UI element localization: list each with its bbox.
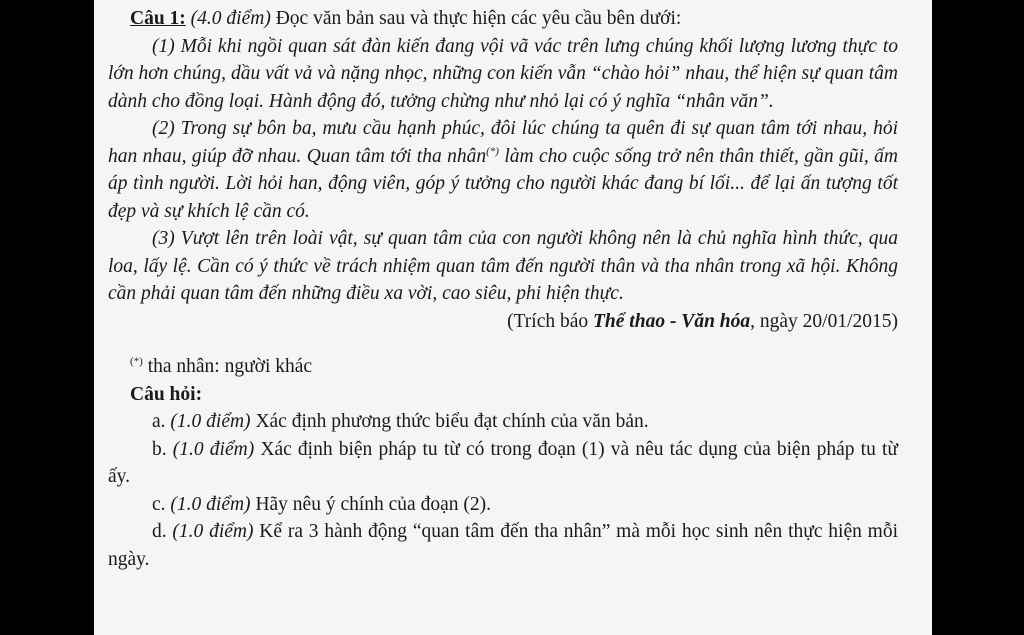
question-b-points: (1.0 điểm) <box>172 438 255 460</box>
footnote <box>108 353 898 381</box>
question-instruction: Đọc văn bản sau và thực hiện các yêu cầu bên dưới: <box>270 8 682 29</box>
question-item-c <box>108 491 898 519</box>
spacer <box>108 335 898 353</box>
source-suffix: , ngày 20/01/2015) <box>750 310 898 332</box>
question-a-letter: a. <box>152 411 171 432</box>
document-content <box>108 5 898 573</box>
question-d-letter: d. <box>152 521 173 542</box>
passage-paragraph-2-part-b: làm cho cuộc sống trở nên thân thiết, gần gũi, ấm áp tình người. Lời hỏi han, động viên, góp ý tưởng cho người khác đang bí lối... để lại ấn tượng tốt đẹp và sự khích lệ cần có. <box>108 145 898 222</box>
question-item-b <box>108 436 898 491</box>
source-title: Thể thao - Văn hóa <box>593 310 751 332</box>
question-a-text: Xác định phương thức biểu đạt chính của văn bản. <box>250 411 649 432</box>
questions-heading: Câu hỏi: <box>130 383 203 405</box>
question-d-text: Kể ra 3 hành động “quan tâm đến tha nhân” mà mỗi học sinh nên thực hiện mỗi ngày. <box>108 521 898 570</box>
question-c-points: (1.0 điểm) <box>170 493 251 515</box>
source-citation <box>108 308 898 336</box>
document-page <box>94 0 932 635</box>
question-c-text: Hãy nêu ý chính của đoạn (2). <box>250 493 491 515</box>
source-prefix: (Trích báo <box>507 310 594 332</box>
footnote-marker: (*) <box>486 145 499 157</box>
question-d-points: (1.0 điểm) <box>172 521 254 542</box>
question-label: Câu 1: <box>130 8 186 29</box>
passage-paragraph-1: (1) Mỗi khi ngồi quan sát đàn kiến đang vội vã vác trên lưng chúng khối lượng lương thực to lớn hơn chúng, dầu vất vả và nặng nhọc, những con kiến vẫn “chào hỏi” nhau, thể hiện sự quan tâm dành cho đồng loại. Hành động đó, tưởng chừng như nhỏ lại có ý nghĩa “nhân văn”. <box>108 35 898 112</box>
passage-paragraph-2-part-a: (2) Trong sự bôn ba, mưu cầu hạnh phúc, đôi lúc chúng ta quên đi sự quan tâm tới nhau, hỏi han nhau, giúp đỡ nhau. Quan tâm tới tha nhân <box>108 118 898 167</box>
question-header <box>108 5 898 33</box>
footnote-text: tha nhân: người khác <box>142 356 313 377</box>
question-b-letter: b. <box>152 438 173 460</box>
question-item-d <box>108 518 898 573</box>
question-a-points: (1.0 điểm) <box>170 411 251 432</box>
passage-paragraph-3: (3) Vượt lên trên loài vật, sự quan tâm của con người không nên là chủ nghĩa hình thức, qua loa, lấy lệ. Cần có ý thức về trách nhiệm quan tâm đến người thân và tha nhân trong xã hội. Không cần phải quan tâm đến những điều xa vời, cao siêu, phi hiện thực. <box>108 228 898 304</box>
question-points: (4.0 điểm) <box>190 8 271 29</box>
passage-paragraph-2 <box>108 115 898 225</box>
question-b-text: Xác định biện pháp tu từ có trong đoạn (1) và nêu tác dụng của biện pháp tu từ ấy. <box>108 438 898 487</box>
question-item-a <box>108 408 898 436</box>
question-c-letter: c. <box>152 493 171 515</box>
footnote-mark: (*) <box>130 355 143 368</box>
